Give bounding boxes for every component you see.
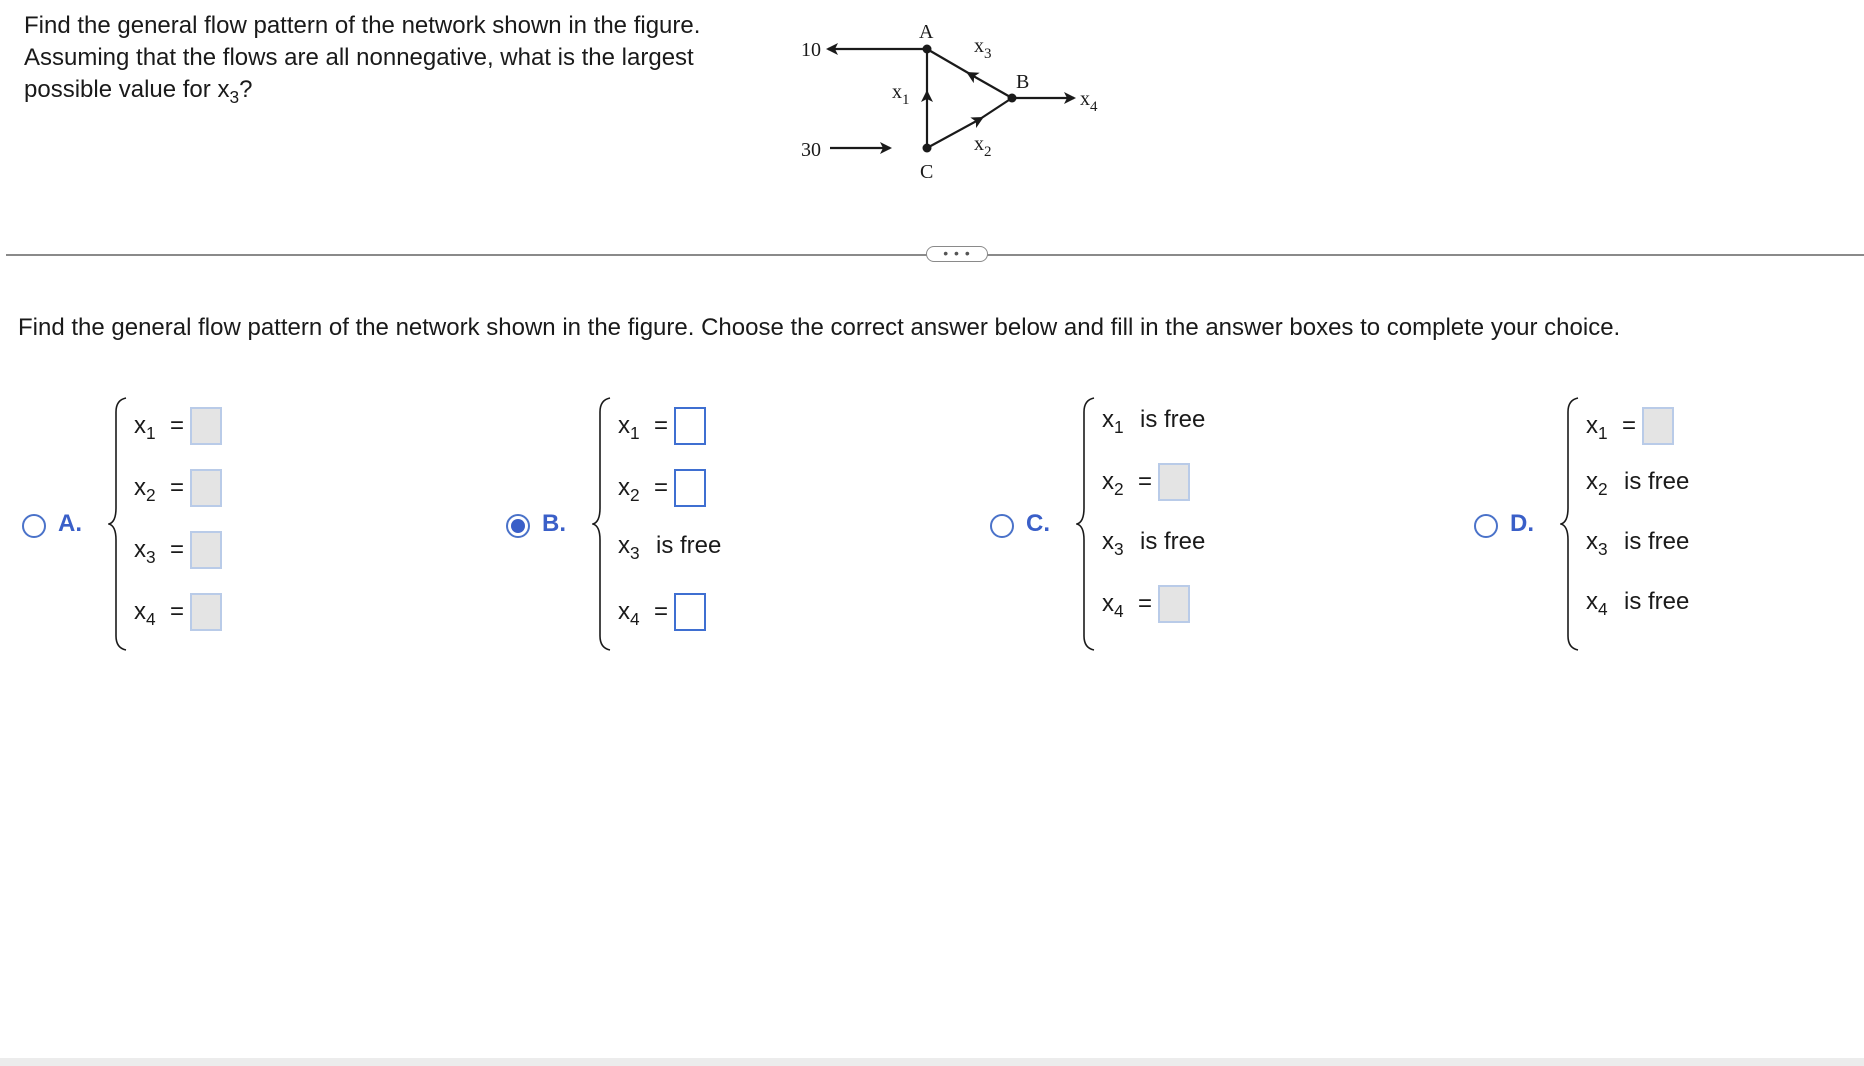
- equation-row: [618, 592, 706, 632]
- is-free-label: is free: [1140, 406, 1206, 433]
- x2-label: [974, 133, 992, 160]
- variable-subscript: 2: [1114, 479, 1124, 500]
- footer-bar: [0, 1058, 1864, 1066]
- variable-name: x: [1102, 406, 1114, 433]
- choice-letter[interactable]: C.: [1026, 510, 1050, 537]
- x1-label: [892, 81, 910, 108]
- x3-label: [974, 35, 992, 62]
- answer-input-box[interactable]: [674, 407, 706, 445]
- node-a-dot: [923, 45, 932, 54]
- problem-line-1: Find the general flow pattern of the network shown in the figure.: [24, 12, 701, 39]
- choice-letter[interactable]: B.: [542, 510, 566, 537]
- network-figure: [790, 14, 1130, 184]
- answer-input-box[interactable]: [674, 469, 706, 507]
- answer-input-box[interactable]: [190, 531, 222, 569]
- is-free-label: is free: [1624, 588, 1690, 615]
- equation-row: [618, 468, 706, 508]
- equals-sign: =: [1138, 590, 1153, 617]
- is-free-label: is free: [1624, 468, 1690, 495]
- choice-3[interactable]: [1474, 396, 1854, 652]
- variable-label: [618, 474, 646, 506]
- instruction-text: Find the general flow pattern of the network shown in the figure. Choose the correct answer below and fill in the answer boxes to complete your choice.: [18, 314, 1621, 341]
- edge-b-to-a: [968, 73, 1012, 98]
- x4-sub: 4: [1090, 99, 1098, 115]
- choice-letter[interactable]: D.: [1510, 510, 1534, 537]
- variable-label: [134, 412, 162, 444]
- choice-radio[interactable]: [22, 514, 46, 538]
- choice-radio[interactable]: [506, 514, 530, 538]
- variable-subscript: 1: [1598, 423, 1608, 444]
- choice-2[interactable]: [990, 396, 1370, 652]
- node-c-label: C: [920, 161, 934, 183]
- problem-statement: [24, 10, 764, 106]
- variable-label: [1102, 528, 1130, 560]
- variable-subscript: 3: [1598, 539, 1608, 560]
- x3-sub: 3: [984, 46, 992, 62]
- x4-var: x: [1080, 88, 1090, 110]
- variable-name: x: [134, 412, 146, 439]
- variable-label: [134, 474, 162, 506]
- equation-row: [134, 406, 222, 446]
- variable-name: x: [618, 412, 630, 439]
- equals-sign: =: [170, 474, 185, 501]
- variable-name: x: [134, 536, 146, 563]
- variable-label: [1586, 588, 1614, 620]
- variable-label: [1102, 406, 1130, 438]
- equals-sign: =: [170, 598, 185, 625]
- variable-label: [1586, 528, 1614, 560]
- variable-name: x: [1586, 468, 1598, 495]
- variable-label: [618, 532, 646, 564]
- answer-input-box[interactable]: [1158, 463, 1190, 501]
- variable-name: x: [1586, 528, 1598, 555]
- variable-name: x: [134, 598, 146, 625]
- node-a-label: A: [919, 21, 934, 43]
- problem-line-3-sub: 3: [229, 87, 240, 108]
- variable-subscript: 1: [1114, 417, 1124, 438]
- variable-label: [1102, 468, 1130, 500]
- variable-label: [134, 598, 162, 630]
- system-brace: [1560, 396, 1582, 652]
- variable-subscript: 4: [630, 609, 640, 630]
- variable-name: x: [1102, 528, 1114, 555]
- x1-var: x: [892, 81, 902, 103]
- variable-subscript: 3: [630, 543, 640, 564]
- choice-letter[interactable]: A.: [58, 510, 82, 537]
- x3-var: x: [974, 35, 984, 57]
- equation-row: [1102, 522, 1205, 562]
- answer-input-box[interactable]: [1642, 407, 1674, 445]
- variable-subscript: 3: [1114, 539, 1124, 560]
- variable-subscript: 1: [630, 423, 640, 444]
- choice-1[interactable]: [506, 396, 886, 652]
- equals-sign: =: [654, 412, 669, 439]
- equation-row: [1586, 462, 1689, 502]
- edge-c-b-tail: [980, 98, 1012, 119]
- equals-sign: =: [1138, 468, 1153, 495]
- x2-var: x: [974, 133, 984, 155]
- x2-sub: 2: [984, 144, 992, 160]
- equation-row: [618, 526, 721, 566]
- answer-input-box[interactable]: [1158, 585, 1190, 623]
- choice-0[interactable]: [22, 396, 402, 652]
- equation-row: [1586, 582, 1689, 622]
- variable-subscript: 4: [146, 609, 156, 630]
- expand-button[interactable]: • • •: [926, 246, 988, 262]
- variable-label: [618, 598, 646, 630]
- is-free-label: is free: [1140, 528, 1206, 555]
- equation-row: [134, 530, 222, 570]
- is-free-label: is free: [656, 532, 722, 559]
- flow-10-label: 10: [801, 39, 821, 61]
- node-b-label: B: [1016, 71, 1030, 93]
- equals-sign: =: [654, 598, 669, 625]
- equation-row: [134, 592, 222, 632]
- variable-name: x: [618, 474, 630, 501]
- edge-b-a-tail: [927, 49, 970, 74]
- variable-name: x: [1586, 588, 1598, 615]
- variable-subscript: 2: [146, 485, 156, 506]
- variable-subscript: 2: [1598, 479, 1608, 500]
- equals-sign: =: [654, 474, 669, 501]
- equation-row: [1586, 522, 1689, 562]
- equation-row: [134, 468, 222, 508]
- choice-radio[interactable]: [1474, 514, 1498, 538]
- equation-row: [618, 406, 706, 446]
- variable-name: x: [134, 474, 146, 501]
- answer-input-box[interactable]: [190, 407, 222, 445]
- variable-subscript: 4: [1598, 599, 1608, 620]
- answer-input-box[interactable]: [674, 593, 706, 631]
- is-free-label: is free: [1624, 528, 1690, 555]
- equation-row: [1102, 462, 1190, 502]
- variable-subscript: 3: [146, 547, 156, 568]
- system-brace: [592, 396, 614, 652]
- variable-subscript: 4: [1114, 601, 1124, 622]
- variable-label: [1102, 590, 1130, 622]
- variable-name: x: [1586, 412, 1598, 439]
- variable-label: [1586, 412, 1614, 444]
- problem-line-3: [24, 74, 764, 106]
- node-b-dot: [1008, 94, 1017, 103]
- choice-radio[interactable]: [990, 514, 1014, 538]
- variable-label: [618, 412, 646, 444]
- node-c-dot: [923, 144, 932, 153]
- equals-sign: =: [170, 536, 185, 563]
- x4-label: [1080, 88, 1098, 115]
- variable-name: x: [1102, 590, 1114, 617]
- system-brace: [1076, 396, 1098, 652]
- variable-name: x: [618, 532, 630, 559]
- variable-subscript: 2: [630, 485, 640, 506]
- variable-subscript: 1: [146, 423, 156, 444]
- equation-row: [1102, 400, 1205, 440]
- answer-input-box[interactable]: [190, 593, 222, 631]
- problem-line-3-end: ?: [239, 76, 253, 103]
- answer-input-box[interactable]: [190, 469, 222, 507]
- problem-line-2: Assuming that the flows are all nonnegative, what is the largest: [24, 44, 694, 71]
- problem-line-3-text: possible value for x: [24, 76, 230, 103]
- equals-sign: =: [170, 412, 185, 439]
- equation-row: [1102, 584, 1190, 624]
- variable-name: x: [618, 598, 630, 625]
- x1-sub: 1: [902, 92, 910, 108]
- system-brace: [108, 396, 130, 652]
- equation-row: [1586, 406, 1674, 446]
- variable-name: x: [1102, 468, 1114, 495]
- variable-label: [134, 536, 162, 568]
- equals-sign: =: [1622, 412, 1637, 439]
- variable-label: [1586, 468, 1614, 500]
- flow-30-label: 30: [801, 139, 821, 161]
